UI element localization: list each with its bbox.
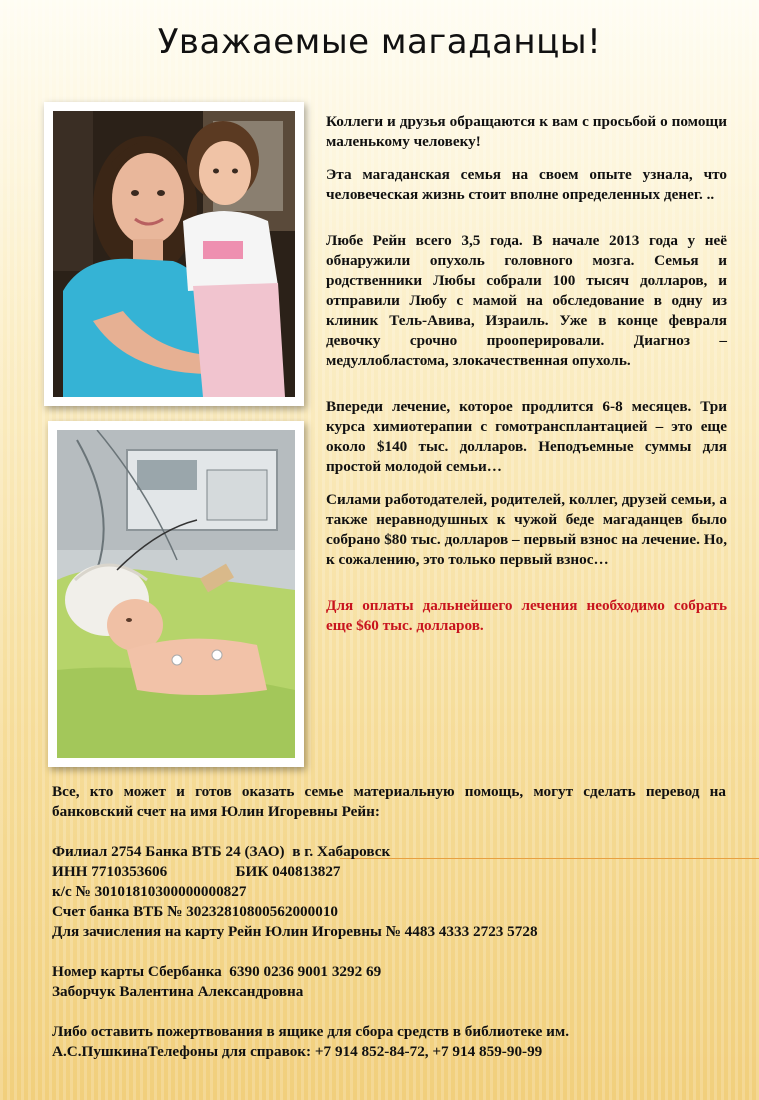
photo-mother-and-daughter-image bbox=[53, 111, 295, 397]
contact-phones: А.С.ПушкинаТелефоны для справок: +7 914 852-84-72, +7 914 859-90-99 bbox=[52, 1043, 543, 1060]
paragraph-family: Эта магаданская семья на своем опыте узнала, что человеческая жизнь стоит вполне определенных денег. .. bbox=[326, 166, 727, 203]
highlight-needed-amount: Для оплаты дальнейшего лечения необходимо собрать еще $60 тыс. долларов. bbox=[326, 597, 727, 634]
bank-account: Счет банка ВТБ № 30232810800562000010 bbox=[52, 903, 339, 920]
bank-details bbox=[52, 782, 726, 1062]
appeal-text bbox=[326, 112, 727, 649]
bank-card: Для зачисления на карту Рейн Юлин Игоревны № 4483 4333 2723 5728 bbox=[52, 923, 538, 940]
sber-card: Номер карты Сбербанка 6390 0236 9001 3292 69 bbox=[52, 963, 382, 980]
photo-child-in-hospital bbox=[48, 421, 304, 767]
paragraph-request: Коллеги и друзья обращаются к вам с просьбой о помощи маленькому человеку! bbox=[326, 113, 727, 150]
photo-mother-and-daughter bbox=[44, 102, 304, 406]
page-title: Уважаемые магаданцы! bbox=[157, 22, 602, 62]
paragraph-diagnosis: Любе Рейн всего 3,5 года. В начале 2013 года у неё обнаружили опухоль головного мозга. Семья и родственники Любы собрали 100 тысяч долларов, и отправили Любу с мамой на обследование в одну из клиник Тель-Авива, Израиль. Уже в конце февраля девочку срочно прооперировали. Диагноз – медуллобластома, злокачественная опухоль. bbox=[326, 232, 727, 369]
sber-holder: Заборчук Валентина Александровна bbox=[52, 983, 304, 1000]
bank-inn-bik: ИНН 7710353606 БИК 040813827 bbox=[52, 863, 341, 880]
paragraph-treatment: Впереди лечение, которое продлится 6-8 месяцев. Три курса химиотерапии с гомотрансплантацией – это еще около $140 тыс. долларов. Неподъемные суммы для простой молодой семьи… bbox=[326, 398, 727, 475]
bank-correspondent-account: к/с № 30101810300000000827 bbox=[52, 883, 247, 900]
bank-branch: Филиал 2754 Банка ВТБ 24 (ЗАО) в г. Хабаровск bbox=[52, 843, 391, 860]
paragraph-collected: Силами работодателей, родителей, коллег, друзей семьи, а также неравнодушных к чужой беде магаданцев было собрано $80 тыс. долларов – первый взнос на лечение. Но, к сожалению, это только первый взнос… bbox=[326, 491, 727, 568]
photo-child-in-hospital-image bbox=[57, 430, 295, 758]
bank-intro: Все, кто может и готов оказать семье материальную помощь, могут сделать перевод на банковский счет на имя Юлин Игоревны Рейн: bbox=[52, 783, 726, 820]
donation-box-info: Либо оставить пожертвования в ящике для сбора средств в библиотеке им. bbox=[52, 1023, 570, 1040]
